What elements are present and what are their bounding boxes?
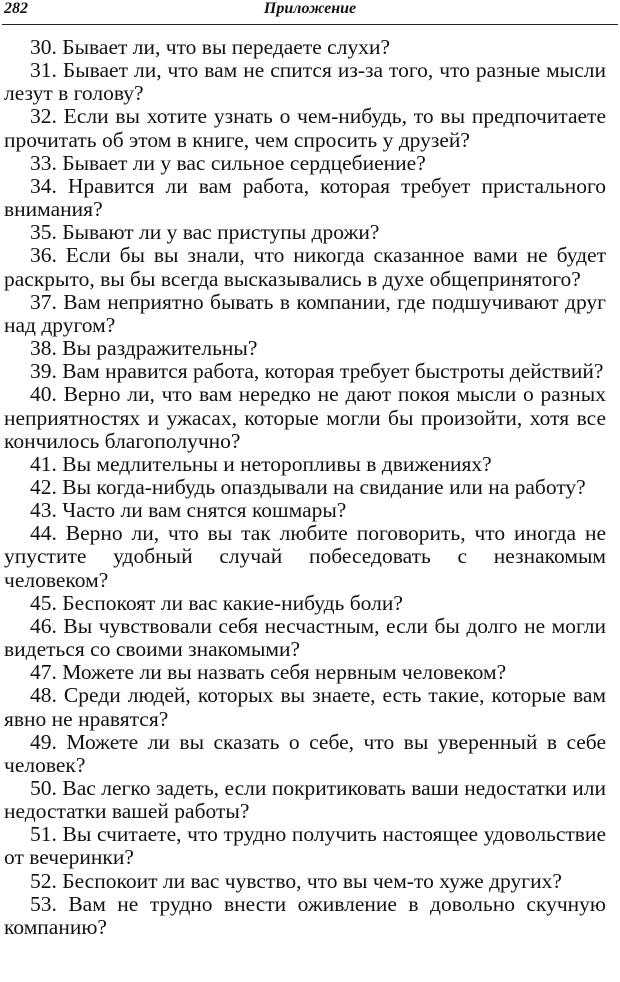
question-item: 39. Вам нравится работа, которая требует быстроты действий? [30, 359, 604, 384]
question-item: 45. Беспокоят ли вас какие-нибудь боли? [30, 590, 403, 615]
question-item: 35. Бывают ли у вас приступы дрожи? [30, 220, 380, 245]
question-item: 38. Вы раздражительны? [30, 336, 258, 361]
question-item: 47. Можете ли вы назвать себя нервным человеком? [30, 660, 507, 685]
question-item: 36. Если бы вы знали, что никогда сказанное вами не будет раскрыто, вы бы всегда высказывались в духе общепринятого? [4, 243, 606, 291]
running-title: Приложение [263, 0, 357, 17]
question-item: 52. Беспокоит ли вас чувство, что вы чем-то хуже других? [30, 868, 562, 893]
page-number: 282 [4, 0, 28, 17]
question-item: 31. Бывает ли, что вам не спится из-за того, что разные мысли лезут в голову? [4, 58, 606, 106]
question-item: 51. Вы считаете, что трудно получить настоящее удовольствие от вечеринки? [4, 822, 606, 870]
question-item: 49. Можете ли вы сказать о себе, что вы уверенный в себе человек? [4, 729, 606, 777]
question-item: 53. Вам не трудно внести оживление в довольно скучную компанию? [4, 891, 606, 939]
question-item: 37. Вам неприятно бывать в компании, где подшучивают друг над другом? [4, 289, 606, 337]
question-item: 40. Верно ли, что вам нередко не дают покоя мысли о разных неприятностях и ужасах, которые могли бы произойти, хотя все кончилось благополучно? [4, 382, 606, 453]
question-item: 32. Если вы хотите узнать о чем-нибудь, то вы предпочитаете прочитать об этом в книге, чем спросить у друзей? [4, 104, 606, 152]
question-item: 30. Бывает ли, что вы передаете слухи? [30, 35, 390, 59]
question-item: 42. Вы когда-нибудь опаздывали на свидание или на работу? [30, 474, 586, 499]
question-item: 34. Нравится ли вам работа, которая требует пристального внимания? [4, 173, 606, 222]
questionnaire-text [4, 36, 606, 939]
question-item: 41. Вы медлительны и неторопливы в движениях? [30, 451, 492, 476]
question-item: 43. Часто ли вам снятся кошмары? [30, 498, 347, 523]
question-item: 50. Вас легко задеть, если покритиковать ваши недостатки или недостатки вашей работы? [4, 776, 606, 824]
page-header [2, 0, 618, 25]
question-item: 48. Среди людей, которых вы знаете, есть такие, которые вам явно не нравятся? [4, 683, 606, 731]
question-item: 46. Вы чувствовали себя несчастным, если бы долго не могли видеться со своими знакомыми? [4, 613, 606, 662]
question-item: 44. Верно ли, что вы так любите поговорить, что иногда не упустите удобный случай побеседовать с незнакомым человеком? [4, 521, 606, 592]
question-item: 33. Бывает ли у вас сильное сердцебиение? [30, 150, 426, 175]
